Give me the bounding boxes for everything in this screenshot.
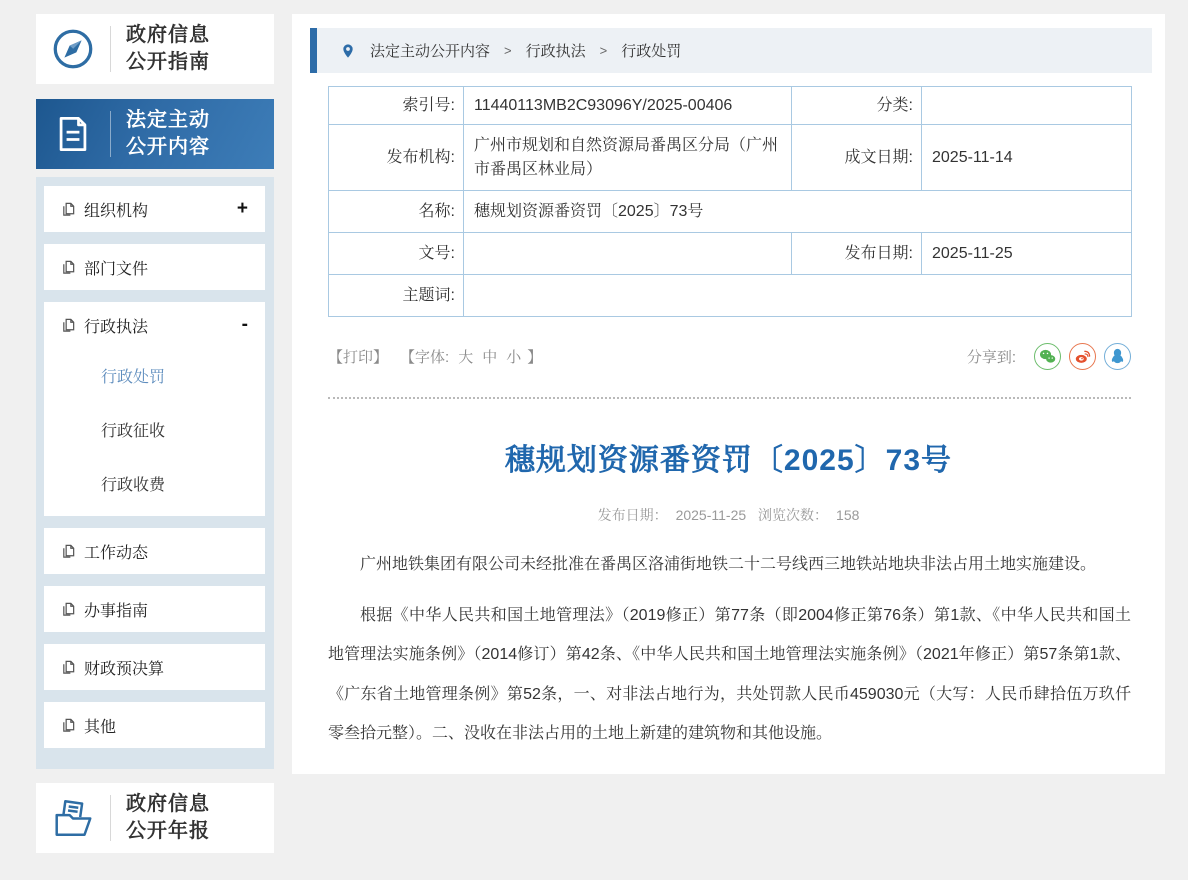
collapse-icon[interactable]: - bbox=[241, 314, 248, 335]
sidebar bbox=[36, 14, 274, 853]
font-size-large-button[interactable]: 大 bbox=[458, 348, 474, 366]
index-number-value: 11440113MB2C93096Y/2025-00406 bbox=[464, 87, 792, 125]
keywords-value bbox=[464, 275, 1132, 317]
breadcrumb bbox=[310, 28, 1152, 73]
article-paragraph: 广州地铁集团有限公司未经批准在番禺区洛浦街地铁二十二号线西三地铁站地块非法占用土地实施建设。 bbox=[360, 556, 1097, 573]
sidebar-item-administrative-enforcement[interactable] bbox=[44, 302, 265, 348]
breadcrumb-separator: > bbox=[504, 43, 512, 58]
content-panel bbox=[292, 14, 1165, 774]
category-value bbox=[922, 87, 1132, 125]
agency-value: 广州市规划和自然资源局番禺区分局（广州市番禺区林业局） bbox=[464, 125, 792, 191]
doc-name-value: 穗规划资源番资罚〔2025〕73号 bbox=[464, 191, 1132, 233]
share-label: 分享到: bbox=[966, 348, 1016, 366]
table-row bbox=[329, 191, 1132, 233]
publish-date-value: 2025-11-25 bbox=[922, 233, 1132, 275]
guide-card-title bbox=[126, 22, 210, 76]
font-size-suffix: 】 bbox=[527, 348, 543, 366]
publish-date-label: 发布日期: bbox=[792, 233, 922, 275]
table-row bbox=[329, 125, 1132, 191]
written-date-label: 成文日期: bbox=[792, 125, 922, 191]
page-icon bbox=[61, 318, 76, 333]
sidebar-item-label: 工作动态 bbox=[84, 544, 149, 562]
font-size-prefix: 【字体: bbox=[400, 348, 450, 366]
guide-card[interactable] bbox=[36, 14, 274, 84]
breadcrumb-item-enforcement[interactable]: 行政执法 bbox=[525, 43, 586, 60]
page-icon bbox=[61, 544, 76, 559]
sidebar-item-label: 组织机构 bbox=[84, 202, 149, 220]
sidebar-item-label: 其他 bbox=[84, 718, 117, 736]
font-size-medium-button[interactable]: 中 bbox=[482, 348, 498, 366]
sidebar-item-service-guide[interactable] bbox=[44, 586, 265, 632]
breadcrumb-item-penalty[interactable]: 行政处罚 bbox=[621, 43, 682, 60]
table-row bbox=[329, 87, 1132, 125]
annual-card-title bbox=[126, 791, 210, 845]
page-icon bbox=[61, 202, 76, 217]
share-controls bbox=[967, 343, 1131, 370]
share-qq-icon[interactable] bbox=[1104, 343, 1131, 370]
guide-title-line2: 公开指南 bbox=[126, 51, 210, 73]
article-toolbar bbox=[328, 341, 1131, 371]
divider bbox=[110, 795, 111, 841]
table-row bbox=[329, 275, 1132, 317]
print-button[interactable]: 【打印】 bbox=[328, 348, 389, 366]
publish-date: 2025-11-25 bbox=[675, 507, 747, 523]
publish-date-caption: 发布日期： bbox=[597, 507, 668, 523]
sidebar-item-label: 部门文件 bbox=[84, 260, 149, 278]
breadcrumb-separator: > bbox=[599, 43, 608, 58]
guide-title-line1: 政府信息 bbox=[126, 24, 210, 46]
sidebar-group-enforcement bbox=[44, 302, 265, 516]
article-title: 穗规划资源番资罚〔2025〕73号 bbox=[504, 444, 953, 477]
page-icon bbox=[61, 718, 76, 733]
annual-title-line2: 公开年报 bbox=[126, 820, 210, 842]
divider bbox=[110, 26, 111, 72]
expand-icon[interactable]: + bbox=[236, 198, 248, 219]
category-label: 分类: bbox=[792, 87, 922, 125]
doc-number-value bbox=[464, 233, 792, 275]
annual-title-line1: 政府信息 bbox=[126, 793, 210, 815]
section-title-line1: 法定主动 bbox=[126, 109, 210, 131]
sidebar-subitem-administrative-penalty[interactable]: 行政处罚 bbox=[101, 368, 166, 386]
folder-report-icon bbox=[36, 795, 110, 841]
divider bbox=[110, 111, 111, 157]
article-body bbox=[328, 551, 1131, 753]
compass-icon bbox=[36, 26, 110, 72]
index-number-label: 索引号: bbox=[329, 87, 464, 125]
sidebar-item-department-files[interactable] bbox=[44, 244, 265, 290]
sidebar-item-others[interactable] bbox=[44, 702, 265, 748]
sidebar-item-label: 行政执法 bbox=[84, 318, 149, 336]
section-title-line2: 公开内容 bbox=[126, 136, 210, 158]
page-icon bbox=[61, 602, 76, 617]
agency-label: 发布机构: bbox=[329, 125, 464, 191]
doc-name-label: 名称: bbox=[329, 191, 464, 233]
sidebar-item-work-updates[interactable] bbox=[44, 528, 265, 574]
annual-report-card[interactable] bbox=[36, 783, 274, 853]
sidebar-item-label: 财政预决算 bbox=[84, 660, 165, 678]
sidebar-item-label: 办事指南 bbox=[84, 602, 149, 620]
table-row bbox=[329, 233, 1132, 275]
keywords-label: 主题词: bbox=[329, 275, 464, 317]
written-date-value: 2025-11-14 bbox=[922, 125, 1132, 191]
doc-number-label: 文号: bbox=[329, 233, 464, 275]
sidebar-item-organization[interactable] bbox=[44, 186, 265, 232]
breadcrumb-accent-bar bbox=[310, 28, 317, 73]
sidebar-menu bbox=[36, 177, 274, 769]
location-pin-icon bbox=[340, 43, 356, 59]
sidebar-subitem-administrative-expropriation[interactable]: 行政征收 bbox=[101, 422, 166, 440]
font-size-small-button[interactable]: 小 bbox=[506, 348, 522, 366]
section-header-title bbox=[126, 107, 210, 161]
article-meta bbox=[292, 505, 1165, 525]
document-icon bbox=[36, 112, 110, 156]
breadcrumb-item-statutory-content[interactable]: 法定主动公开内容 bbox=[370, 43, 491, 60]
font-size-controls bbox=[400, 346, 542, 367]
sidebar-item-fiscal-budget[interactable] bbox=[44, 644, 265, 690]
share-wechat-icon[interactable] bbox=[1034, 343, 1061, 370]
section-header-card[interactable] bbox=[36, 99, 274, 169]
page-icon bbox=[61, 260, 76, 275]
page-icon bbox=[61, 660, 76, 675]
sidebar-subitem-administrative-fees[interactable]: 行政收费 bbox=[101, 476, 166, 494]
views-count: 158 bbox=[836, 507, 860, 523]
share-weibo-icon[interactable] bbox=[1069, 343, 1096, 370]
dotted-divider bbox=[328, 397, 1131, 399]
views-caption: 浏览次数： bbox=[758, 507, 829, 523]
article-paragraph: 根据《中华人民共和国土地管理法》（2019修正）第77条（即2004修正第76条）第1款、《中华人民共和国土地管理法实施条例》（2014修订）第42条、《中华人民共和国土地管理法实施条例》（2021年修正）第57条第1款、《广东省土地管理条例》第52条，一、对非法占地行为，共处罚款人民币459030元（大写：人民币肆拾伍万玖仟零叁拾元整）。二、没收在非法占用的土地上新建的建筑物和其他设施。 bbox=[328, 607, 1131, 742]
document-meta-table bbox=[328, 86, 1132, 317]
